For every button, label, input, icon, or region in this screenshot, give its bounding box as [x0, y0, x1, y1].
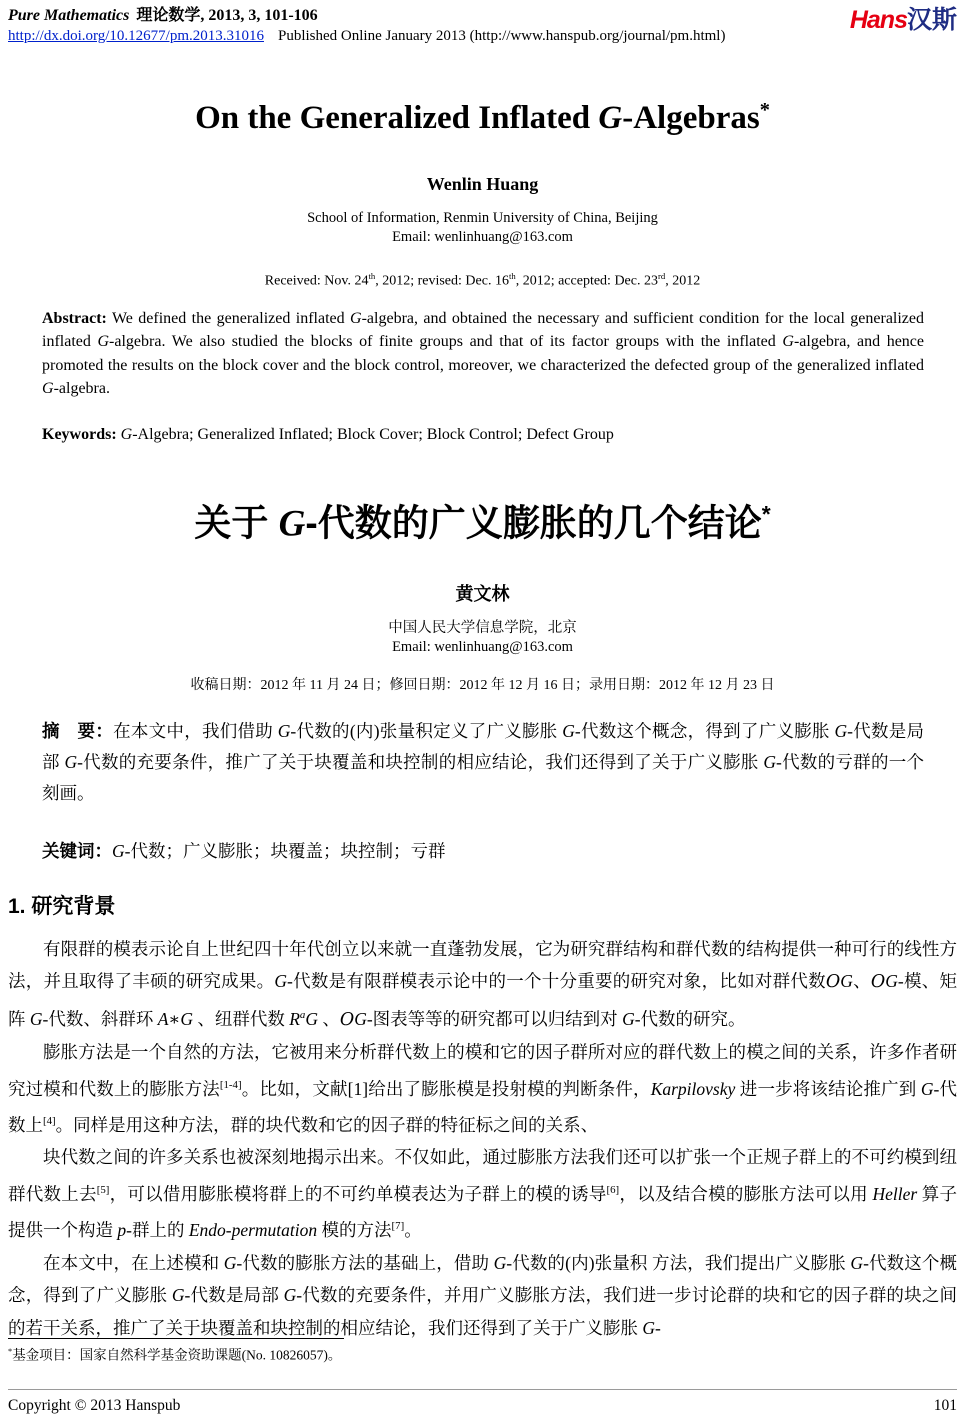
doi-link[interactable]: http://dx.doi.org/10.12677/pm.2013.31016 — [8, 28, 264, 44]
funding-footnote: *基金项目：国家自然科学基金资助课题(No. 10826057)。 — [8, 1338, 768, 1365]
affiliation-en: School of Information, Renmin University of China, Beijing — [307, 210, 658, 226]
hans-logo-latin: Hans — [849, 6, 907, 34]
page-number: 101 — [933, 1397, 957, 1414]
hans-logo-cjk: 汉斯 — [906, 6, 957, 34]
paper-title-en: On the Generalized Inflated G-Algebras* — [195, 99, 770, 136]
paper-title-cn: 关于 G-代数的广义膨胀的几个结论* — [194, 500, 771, 544]
hans-publisher-logo — [850, 7, 957, 33]
abstract-en: Abstract: We defined the generalized inflated G-algebra, and obtained the necessary and sufficient condition for the local generalized inflated G-algebra. We also studied the blocks of finite groups and that of its factor groups with the inflated G-algebra, and hence promoted the results on the block cover and the block control, moreover, we characterized the defected group of the generalized inflated G-algebra. — [42, 309, 925, 398]
section-1-heading: 1. 研究背景 — [8, 894, 116, 918]
received-dates-cn: 收稿日期：2012 年 11 月 24 日；修回日期：2012 年 12 月 16 日；录用日期：2012 年 12 月 23 日 — [190, 677, 775, 693]
body-paragraph-2: 膨胀方法是一个自然的方法，它被用来分析群代数上的模和它的因子群所对应的群代数上的模之间的关系，许多作者研究过模和代数上的膨胀方法[1-4]。比如，文献[1]给出了膨胀模是投射模的判断条件，Karpilovsky 进一步将该结论推广到 G-代数上[4]。同样是用这种方法，群的块代数和它的因子群的特征标之间的关系、 — [8, 1042, 958, 1135]
journal-title-line — [8, 6, 725, 26]
keywords-cn: 关键词：G-代数；广义膨胀；块覆盖；块控制；亏群 — [42, 840, 446, 861]
journal-issue-info: 理论数学, 2013, 3, 101-106 — [136, 7, 318, 24]
affiliation-cn: 中国人民大学信息学院，北京 — [388, 619, 577, 636]
author-name-en: Wenlin Huang — [426, 174, 539, 194]
received-dates-en: Received: Nov. 24th, 2012; revised: Dec. 16th, 2012; accepted: Dec. 23rd, 2012 — [264, 271, 701, 289]
journal-name-en: Pure Mathematics — [8, 7, 130, 24]
page-footer — [8, 1389, 957, 1415]
body-paragraph-4: 在本文中，在上述模和 G-代数的膨胀方法的基础上，借助 G-代数的(内)张量积 方法，我们提出广义膨胀 G-代数这个概念，得到了广义膨胀 G-代数是局部 G-代数的充要条件，并用广义膨胀方法，我们进一步讨论群的块和它的因子群的块之间的若干关系，推广了关于块覆盖和块控制的相应结论，我们还得到了关于广义膨胀 G- — [8, 1252, 958, 1338]
journal-info — [8, 6, 725, 47]
keywords-en: Keywords: G-Algebra; Generalized Inflated; Block Cover; Block Control; Defect Group — [42, 425, 614, 443]
author-name-cn: 黄文林 — [455, 583, 510, 604]
body-paragraph-3: 块代数之间的许多关系也被深刻地揭示出来。不仅如此，通过膨胀方法我们还可以扩张一个正规子群上的不可约模到纽群代数上去[5]，可以借用膨胀模将群上的不可约单模表达为子群上的模的诱导[6]，以及结合模的膨胀方法可以用 Heller 算子提供一个构造 p-群上的 Endo-permutation 模的方法[7]。 — [8, 1147, 958, 1241]
author-email-cn: Email: wenlinhuang@163.com — [392, 638, 573, 655]
published-online-text: Published Online January 2013 (http://www.hanspub.org/journal/pm.html) — [277, 28, 726, 44]
abstract-cn: 摘 要：在本文中，我们借助 G-代数的(内)张量积定义了广义膨胀 G-代数这个概念，得到了广义膨胀 G-代数是局部 G-代数的充要条件，推广了关于块覆盖和块控制的相应结论，我们还得到了关于广义膨胀 G-代数的亏群的一个刻画。 — [42, 720, 925, 803]
author-email-en: Email: wenlinhuang@163.com — [392, 229, 573, 245]
copyright-text: Copyright © 2013 Hanspub — [8, 1397, 181, 1414]
journal-header — [8, 6, 957, 47]
body-paragraph-1: 有限群的模表示论自上世纪四十年代创立以来就一直蓬勃发展，它为研究群结构和群代数的结构提供一种可行的线性方法，并且取得了丰硕的研究成果。G-代数是有限群模表示论中的一个十分重要的研究对象，比如对群代数OG、OG-模、矩阵 G-代数、斜群环 A∗G 、纽群代数 $R^aG$ 、OG-图表等等的研究都可以归结到对 G-代数的研究。 — [8, 938, 958, 1030]
doi-line — [8, 26, 725, 47]
